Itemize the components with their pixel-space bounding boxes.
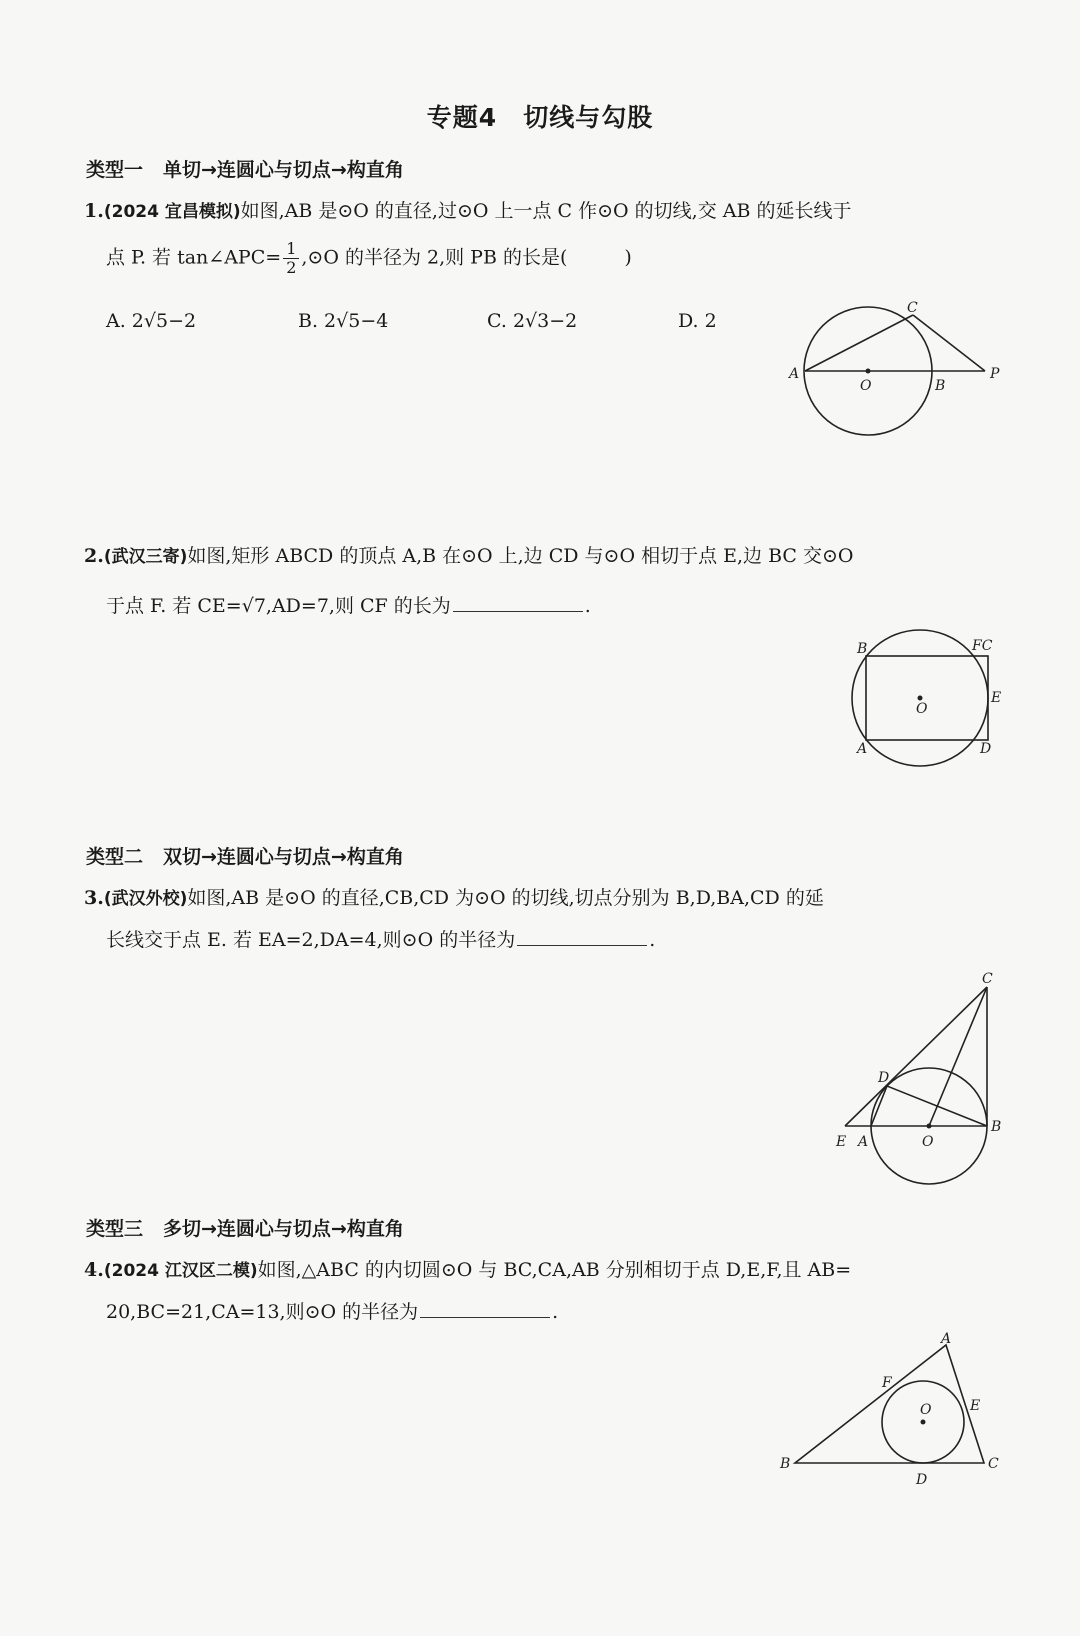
problem-text: 20,BC=21,CA=13,则⊙O 的半径为 (106, 1301, 419, 1323)
problem-text: 点 P. 若 tan∠APC= (106, 246, 282, 269)
problem-text: 如图,矩形 ABCD 的顶点 A,B 在⊙O 上,边 CD 与⊙O 相切于点 E,边 BC 交⊙O (187, 545, 854, 567)
option-label: A. 2 (106, 310, 144, 332)
label-d: D (878, 1070, 890, 1086)
problem-text: 如图,△ABC 的内切圆⊙O 与 BC,CA,AB 分别相切于点 D,E,F,且 AB= (257, 1259, 852, 1281)
label-a: A (857, 741, 868, 757)
label-e: E (970, 1398, 981, 1414)
label-a: A (789, 366, 800, 382)
option-radical: √5 (143, 310, 169, 332)
section-label: 类型一 (86, 159, 144, 181)
label-c: C (907, 300, 918, 316)
section-label: 类型二 (86, 846, 144, 868)
section-text: 双切→连圆心与切点→构直角 (163, 846, 404, 868)
problem-text: 于点 F. 若 CE=√7,AD=7,则 CF 的长为 (106, 595, 451, 617)
problem-source: (武汉三寄) (103, 547, 188, 567)
problem-text: ,⊙O 的半径为 2,则 PB 的长是( ) (301, 246, 632, 269)
option-label: D. 2 (678, 310, 717, 332)
label-b: B (857, 641, 868, 657)
problem-source: (2024 江汉区二模) (103, 1261, 258, 1281)
section-text: 单切→连圆心与切点→构直角 (163, 159, 404, 181)
option-tail: −2 (168, 310, 197, 332)
problem-source: (2024 宜昌模拟) (103, 202, 241, 222)
label-d: D (980, 741, 992, 757)
label-e: E (991, 690, 1002, 706)
problem-text: 如图,AB 是⊙O 的直径,CB,CD 为⊙O 的切线,切点分别为 B,D,BA,CD 的延 (187, 887, 824, 909)
problem-text: . (584, 595, 591, 617)
label-a: A (858, 1134, 869, 1150)
center-dot (921, 1420, 926, 1425)
option-radical: √5 (336, 310, 361, 332)
problem-number: 3. (84, 887, 104, 909)
section-text: 多切→连圆心与切点→构直角 (163, 1218, 404, 1240)
problem-text: . (649, 929, 656, 951)
label-f: F (882, 1375, 892, 1391)
label-o: O (920, 1402, 932, 1418)
label-o: O (922, 1134, 934, 1150)
problem-number: 4. (84, 1259, 104, 1281)
label-d: D (916, 1472, 928, 1488)
label-a: A (941, 1331, 952, 1347)
problem-text: . (552, 1301, 559, 1323)
option-radical: √3 (525, 310, 550, 332)
problem-text: 长线交于点 E. 若 EA=2,DA=4,则⊙O 的半径为 (106, 929, 516, 951)
label-c: C (988, 1456, 999, 1472)
fraction-denominator: 2 (286, 258, 297, 277)
problem-source: (武汉外校) (103, 889, 188, 909)
page-title: 专题4 切线与勾股 (426, 103, 654, 132)
label-o: O (860, 378, 872, 394)
label-c: C (982, 971, 993, 987)
label-p: P (990, 366, 1000, 382)
problem-text: 如图,AB 是⊙O 的直径,过⊙O 上一点 C 作⊙O 的切线,交 AB 的延长线于 (240, 200, 852, 222)
label-b: B (991, 1119, 1002, 1135)
label-e: E (836, 1134, 847, 1150)
fraction-numerator: 1 (283, 240, 299, 259)
option-tail: −4 (360, 310, 389, 332)
label-b: B (935, 378, 946, 394)
section-label: 类型三 (86, 1218, 144, 1240)
label-o: O (916, 701, 928, 717)
problem-number: 2. (84, 545, 104, 567)
option-tail: −2 (549, 310, 578, 332)
problem-number: 1. (84, 200, 104, 222)
option-label: C. 2 (487, 310, 526, 332)
label-fc: FC (972, 638, 993, 654)
option-label: B. 2 (298, 310, 337, 332)
label-b: B (780, 1456, 791, 1472)
